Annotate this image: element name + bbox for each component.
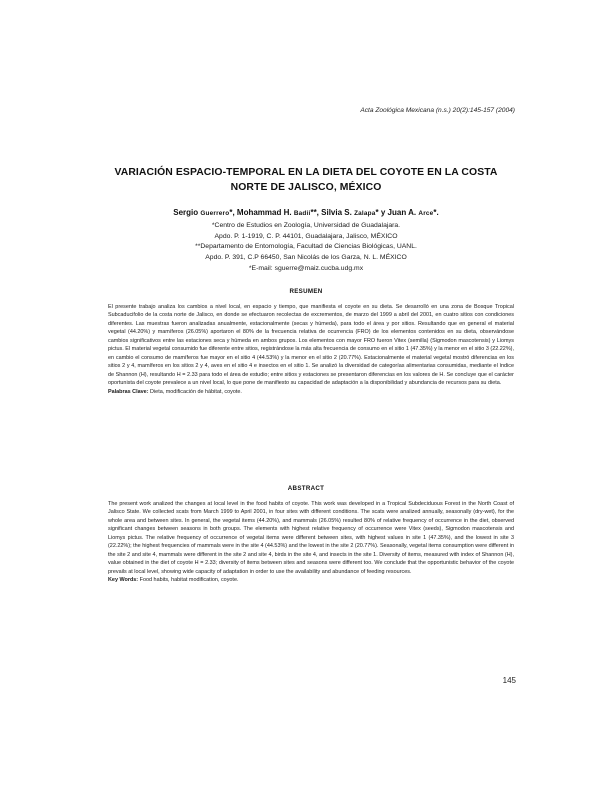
author: Mohammad H. Badii**, [236,208,319,217]
resumen-heading: RESUMEN [289,288,323,295]
resumen-text: El presente trabajo analiza los cambios a nivel local, en espacio y tiempo, que manifiesta el coyote en su dieta. Se desarrolló en una zona de Bosque Tropical Subcaducifolio de la costa norte de Jalisco, en donde se efectuaron recolectas de excrementos, de marzo del 1999 a abril del 2001, en cuatro sitios con condiciones diferentes. Las muestras fueron analizadas anualmente, estacionalmente (secas y húmeda), para todo el área y por sitios. Resultando que en general el material vegetal (44.20%) y mamíferos (26.05%) aportaron el 80% de la frecuencia relativa de ocurrencia (FRO) de los elementos contenidos en su dieta, observándose cambios significativos entre las estaciones seca y húmeda en ambos grupos. Los elementos con mayor FRO fueron Vitex (semilla) (Sigmodon mascotensis) y Liomys pictus. El material vegetal consumido fue diferente entre sitios, registrándose la más alta frecuencia de consumo en el sitio 1 (47.35%) y la menor en el sitio 3 (22.22%), en cambio el consumo de mamíferos fue mayor en el sitio 4 (44.53%) y la menor en el sitio 2 (20.77%). Estacionalmente el material vegetal mostró diferencias en los sitios 2 y 4, mamíferos en los sitios 2 y 4, aves en el sitio 4 e insectos en el sitio 1. Se analizó la diversidad de categorías alimentarias consumidas, mediante el índice de Shannon (H), resultando H = 2.33 para todo el área de estudio; entre sitios y estaciones se presentaron diferencias en los valores de H. Se concluye que el carácter oportunista del coyote prevalece a un nivel local, lo que pone de manifiesto su capacidad de adaptación a la disponibilidad y abundancia de recursos para su dieta. [108,304,514,387]
affiliation-line: **Departamento de Entomología, Facultad de Ciencias Biológicas, UANL. [195,243,417,251]
abstract-heading: ABSTRACT [287,485,325,492]
author-list [90,208,522,217]
author: Sergio Guerrero*, [173,208,235,217]
resumen-keywords-label: Palabras Clave: [108,388,149,395]
affiliation-line: *Centro de Estudios en Zoología, Universidad de Guadalajara. [211,222,401,229]
author: Silvia S. Zalapa* y [321,208,386,217]
page-number: 145 [502,676,516,685]
abstract-keywords: Food habits, habitat modification, coyote. [139,577,239,584]
abstract-text: The present work analized the changes at local level in the food habits of coyote. This work was developed in a Tropical Subdeciduous Forest in the North Coast of Jalisco State. We collected scats from March 1999 to April 2001, in four sites with different conditions. The scats were analized annually, seasonally (dry-wet), for the whole area and between sites. In general, the vegetal items (44.20%), and mammals (26.05%) resulted 80% of relative frequency of occurrence in the diet, observed significant changes between seasons in both groups. The elements with highest relative frequency of occurrence were Vitex (seeds), Sigmodon mascotensis and Liomys pictus. The relative frequency of occurrence of vegetal items were different between sites, with highest values in site 1 (47.35%), and the lowest in site 3 (22.22%); the highest frequencies of mammals were in the site 4 (44.53%) and the lowest in the site 2 (20.77%). Seasonally, vegetal items consumption were different in the site 2 and site 4, mammals were different in the site 2 and site 4, birds in the site 4, and insects in the site 1. Diversity of items, measured with index of Shannon (H), value obtained in the diet of coyote H = 2.33; diversity of items between sites and seasons were different too. We conclude that the opportunistic behavior of the coyote prevails at local level, showing wide capacity of adaptation in order to use the availability and abundance of feeding resources. [108,501,514,575]
abstract-keywords-label: Key Words: [108,577,139,584]
abstract-body [108,500,514,585]
affiliation-line: Apdo. P. 391, C.P 66450, San Nicolás de los Garza, N. L. MÉXICO [205,254,407,262]
article-title: VARIACIÓN ESPACIO-TEMPORAL EN LA DIETA DEL COYOTE EN LA COSTA NORTE DE JALISCO, MÉXICO [114,167,498,193]
author: Juan A. Arce*. [387,208,439,217]
resumen-body [108,303,514,396]
journal-citation: Acta Zoológica Mexicana (n.s.) 20(2):145-157 (2004) [360,107,515,114]
affiliation-line: Apdo. P. 1-1919, C. P. 44101, Guadalajara, Jalisco, MÉXICO [214,232,398,240]
affiliations [120,221,492,275]
contact-email: *E-mail: sguerre@maiz.cucba.udg.mx [248,264,364,272]
resumen-keywords: Dieta, modificación de hábitat, coyote. [150,388,242,395]
